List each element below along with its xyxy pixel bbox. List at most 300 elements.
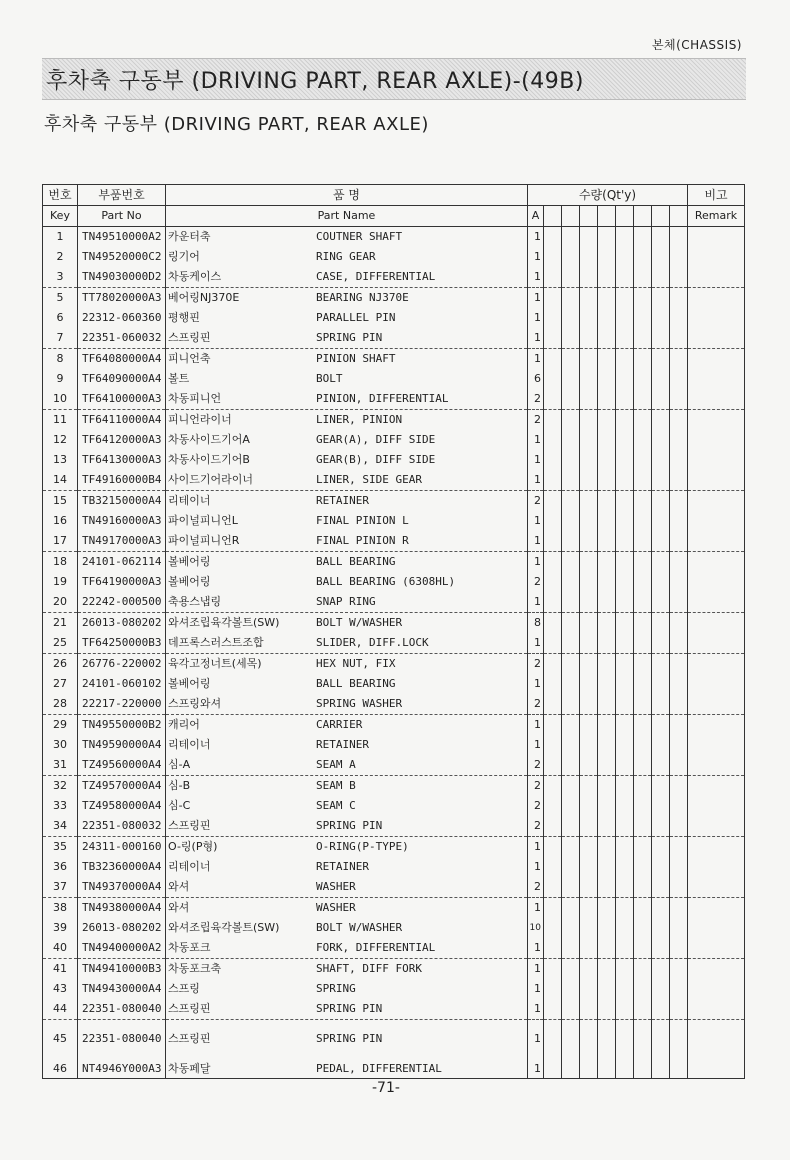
- key-cell: 29: [43, 715, 78, 736]
- part-name-en: SLIDER, DIFF.LOCK: [316, 636, 429, 649]
- qty-empty-cell: [652, 654, 670, 675]
- qty-cell: 2: [528, 654, 544, 675]
- name-cell: [166, 979, 528, 999]
- qty-empty-cell: [598, 349, 616, 370]
- qty-empty-cell: [562, 755, 580, 776]
- name-cell: [166, 349, 528, 370]
- part-no-cell: TZ49570000A4: [78, 776, 166, 797]
- qty-empty-cell: [652, 450, 670, 470]
- qty-empty-cell: [580, 898, 598, 919]
- page-number: -71-: [372, 1080, 400, 1096]
- qty-cell: 1: [528, 837, 544, 858]
- qty-empty-cell: [580, 654, 598, 675]
- qty-empty-cell: [544, 328, 562, 349]
- qty-empty-cell: [580, 227, 598, 248]
- qty-empty-cell: [598, 470, 616, 491]
- qty-cell: 2: [528, 877, 544, 898]
- qty-empty-cell: [598, 410, 616, 431]
- part-no-cell: 22351-060032: [78, 328, 166, 349]
- qty-empty-cell: [670, 735, 688, 755]
- qty-cell: 1: [528, 552, 544, 573]
- qty-empty-cell: [652, 755, 670, 776]
- name-cell: [166, 694, 528, 715]
- parts-table: [42, 184, 745, 1079]
- qty-empty-cell: [598, 288, 616, 309]
- remark-cell: [688, 511, 745, 531]
- part-no-cell: TN49370000A4: [78, 877, 166, 898]
- part-name-en: CASE, DIFFERENTIAL: [316, 270, 436, 283]
- title-banner: [42, 58, 746, 100]
- remark-cell: [688, 776, 745, 797]
- part-name-en: SHAFT, DIFF FORK: [316, 962, 422, 975]
- qty-empty-cell: [544, 857, 562, 877]
- remark-cell: [688, 837, 745, 858]
- qty-empty-cell: [598, 572, 616, 592]
- qty-empty-cell: [616, 572, 634, 592]
- qty-empty-cell: [616, 918, 634, 938]
- key-cell: 9: [43, 369, 78, 389]
- qty-empty-cell: [634, 430, 652, 450]
- table-row: [43, 959, 745, 980]
- qty-empty-cell: [670, 531, 688, 552]
- qty-empty-cell: [544, 694, 562, 715]
- table-row: [43, 837, 745, 858]
- qty-cell: 2: [528, 755, 544, 776]
- table-row: [43, 979, 745, 999]
- qty-empty-cell: [670, 959, 688, 980]
- qty-empty-cell: [652, 999, 670, 1020]
- qty-empty-cell: [616, 857, 634, 877]
- header-qty-a: A: [528, 206, 544, 227]
- qty-empty-cell: [562, 918, 580, 938]
- part-no-cell: 22351-080040: [78, 1020, 166, 1059]
- qty-empty-cell: [616, 328, 634, 349]
- qty-empty-cell: [580, 531, 598, 552]
- qty-empty-cell: [634, 633, 652, 654]
- qty-empty-cell: [616, 450, 634, 470]
- key-cell: 16: [43, 511, 78, 531]
- table-row: [43, 267, 745, 288]
- qty-empty-cell: [598, 328, 616, 349]
- part-name-kr: 베어링NJ370E: [168, 291, 240, 304]
- name-cell: [166, 288, 528, 309]
- header-remark-en: Remark: [688, 206, 745, 227]
- qty-empty-cell: [598, 959, 616, 980]
- qty-empty-cell: [562, 531, 580, 552]
- qty-empty-cell: [598, 227, 616, 248]
- name-cell: [166, 938, 528, 959]
- key-cell: 34: [43, 816, 78, 837]
- key-cell: 2: [43, 247, 78, 267]
- qty-empty-cell: [652, 898, 670, 919]
- qty-empty-cell: [562, 1020, 580, 1059]
- qty-empty-cell: [634, 735, 652, 755]
- qty-empty-cell: [670, 288, 688, 309]
- qty-empty-cell: [562, 898, 580, 919]
- part-name-en: RETAINER: [316, 738, 369, 751]
- qty-empty-cell: [652, 267, 670, 288]
- qty-empty-cell: [580, 552, 598, 573]
- part-name-kr: 볼베어링: [168, 575, 211, 588]
- remark-cell: [688, 755, 745, 776]
- qty-empty-cell: [544, 918, 562, 938]
- header-key-en: Key: [43, 206, 78, 227]
- qty-cell: 1: [528, 227, 544, 248]
- part-name-en: GEAR(A), DIFF SIDE: [316, 433, 436, 446]
- part-no-cell: TT78020000A3: [78, 288, 166, 309]
- qty-empty-cell: [616, 776, 634, 797]
- table-row: [43, 572, 745, 592]
- qty-cell: 1: [528, 592, 544, 613]
- table-row: [43, 470, 745, 491]
- qty-empty-cell: [652, 979, 670, 999]
- qty-empty-cell: [652, 349, 670, 370]
- part-no-cell: TF64120000A3: [78, 430, 166, 450]
- qty-empty-cell: [580, 592, 598, 613]
- qty-empty-cell: [670, 1058, 688, 1079]
- table-row: [43, 552, 745, 573]
- qty-empty-cell: [616, 613, 634, 634]
- name-cell: [166, 735, 528, 755]
- qty-empty-cell: [598, 755, 616, 776]
- part-no-cell: 22217-220000: [78, 694, 166, 715]
- part-name-kr: 축용스냅링: [168, 595, 222, 608]
- qty-empty-cell: [634, 511, 652, 531]
- part-name-kr: 리테이너: [168, 860, 211, 873]
- qty-empty-cell: [652, 247, 670, 267]
- part-no-cell: TN49400000A2: [78, 938, 166, 959]
- qty-empty-cell: [580, 837, 598, 858]
- key-cell: 26: [43, 654, 78, 675]
- qty-cell: 1: [528, 328, 544, 349]
- part-no-cell: TN49510000A2: [78, 227, 166, 248]
- qty-empty-cell: [616, 389, 634, 410]
- qty-cell: 1: [528, 857, 544, 877]
- qty-empty-cell: [616, 877, 634, 898]
- qty-empty-cell: [580, 796, 598, 816]
- part-name-en: COUTNER SHAFT: [316, 230, 403, 243]
- table-row: [43, 491, 745, 512]
- key-cell: 38: [43, 898, 78, 919]
- qty-empty-cell: [670, 857, 688, 877]
- qty-empty-cell: [652, 776, 670, 797]
- remark-cell: [688, 328, 745, 349]
- qty-empty-cell: [544, 877, 562, 898]
- qty-empty-cell: [580, 470, 598, 491]
- name-cell: [166, 654, 528, 675]
- qty-empty-cell: [580, 511, 598, 531]
- remark-cell: [688, 959, 745, 980]
- table-row: [43, 450, 745, 470]
- qty-cell: 1: [528, 633, 544, 654]
- qty-empty-cell: [670, 572, 688, 592]
- qty-empty-cell: [580, 633, 598, 654]
- remark-cell: [688, 1058, 745, 1079]
- name-cell: [166, 247, 528, 267]
- qty-empty-cell: [634, 857, 652, 877]
- name-cell: [166, 898, 528, 919]
- name-cell: [166, 328, 528, 349]
- remark-cell: [688, 654, 745, 675]
- qty-empty-cell: [580, 674, 598, 694]
- qty-empty-cell: [634, 877, 652, 898]
- name-cell: [166, 369, 528, 389]
- qty-empty-cell: [652, 288, 670, 309]
- qty-empty-cell: [616, 247, 634, 267]
- qty-empty-cell: [544, 450, 562, 470]
- name-cell: [166, 837, 528, 858]
- name-cell: [166, 999, 528, 1020]
- qty-empty-cell: [670, 592, 688, 613]
- qty-empty-cell: [616, 1020, 634, 1059]
- key-cell: 36: [43, 857, 78, 877]
- qty-cell: 2: [528, 410, 544, 431]
- part-name-en: BOLT W/WASHER: [316, 616, 403, 629]
- qty-empty-cell: [562, 267, 580, 288]
- remark-cell: [688, 491, 745, 512]
- remark-cell: [688, 979, 745, 999]
- qty-empty-cell: [580, 430, 598, 450]
- table-row: [43, 654, 745, 675]
- qty-empty-cell: [670, 918, 688, 938]
- qty-empty-cell: [598, 369, 616, 389]
- qty-empty-cell: [580, 1058, 598, 1079]
- qty-cell: 1: [528, 959, 544, 980]
- part-name-en: SPRING PIN: [316, 819, 383, 832]
- name-cell: [166, 755, 528, 776]
- qty-empty-cell: [634, 267, 652, 288]
- qty-empty-cell: [562, 491, 580, 512]
- qty-empty-cell: [634, 328, 652, 349]
- part-no-cell: 24311-000160: [78, 837, 166, 858]
- qty-empty-cell: [670, 715, 688, 736]
- qty-empty-cell: [580, 369, 598, 389]
- key-cell: 35: [43, 837, 78, 858]
- qty-empty-cell: [598, 979, 616, 999]
- table-row: [43, 694, 745, 715]
- qty-empty-cell: [562, 877, 580, 898]
- remark-cell: [688, 308, 745, 328]
- table-row: [43, 898, 745, 919]
- remark-cell: [688, 633, 745, 654]
- table-row: [43, 755, 745, 776]
- qty-empty-cell: [634, 552, 652, 573]
- qty-empty-cell: [652, 837, 670, 858]
- qty-cell: 1: [528, 450, 544, 470]
- qty-empty-cell: [652, 633, 670, 654]
- key-cell: 17: [43, 531, 78, 552]
- part-no-cell: 24101-062114: [78, 552, 166, 573]
- qty-empty-cell: [562, 328, 580, 349]
- table-row: [43, 918, 745, 938]
- qty-empty-cell: [562, 715, 580, 736]
- qty-empty-cell: [670, 979, 688, 999]
- qty-empty-cell: [562, 857, 580, 877]
- qty-empty-cell: [544, 491, 562, 512]
- qty-empty-cell: [544, 898, 562, 919]
- qty-empty-cell: [634, 654, 652, 675]
- qty-empty-cell: [616, 470, 634, 491]
- qty-empty-cell: [670, 369, 688, 389]
- name-cell: [166, 389, 528, 410]
- qty-empty-cell: [634, 938, 652, 959]
- table-row: [43, 613, 745, 634]
- name-cell: [166, 491, 528, 512]
- qty-empty-cell: [562, 288, 580, 309]
- qty-cell: 1: [528, 470, 544, 491]
- qty-cell: 2: [528, 816, 544, 837]
- part-name-kr: 차동사이드기어A: [168, 433, 250, 446]
- qty-empty-cell: [652, 369, 670, 389]
- part-name-en: HEX NUT, FIX: [316, 657, 396, 670]
- qty-cell: 2: [528, 776, 544, 797]
- name-cell: [166, 959, 528, 980]
- part-name-en: SEAM C: [316, 799, 356, 812]
- part-no-cell: TF64100000A3: [78, 389, 166, 410]
- remark-cell: [688, 470, 745, 491]
- qty-empty-cell: [670, 328, 688, 349]
- key-cell: 14: [43, 470, 78, 491]
- qty-empty-cell: [634, 288, 652, 309]
- qty-empty-cell: [544, 430, 562, 450]
- remark-cell: [688, 857, 745, 877]
- part-no-cell: TN49410000B3: [78, 959, 166, 980]
- qty-cell: 1: [528, 938, 544, 959]
- name-cell: [166, 633, 528, 654]
- part-no-cell: TF64090000A4: [78, 369, 166, 389]
- part-name-kr: 캐리어: [168, 718, 200, 731]
- name-cell: [166, 674, 528, 694]
- remark-cell: [688, 450, 745, 470]
- key-cell: 27: [43, 674, 78, 694]
- qty-empty-cell: [670, 247, 688, 267]
- part-name-kr: 데프록스러스트조합: [168, 636, 264, 649]
- qty-empty-cell: [652, 674, 670, 694]
- qty-empty-cell: [670, 613, 688, 634]
- part-name-en: PEDAL, DIFFERENTIAL: [316, 1062, 442, 1075]
- qty-empty-cell: [562, 735, 580, 755]
- header-key-kr: 번호: [43, 185, 78, 206]
- qty-empty-cell: [652, 1058, 670, 1079]
- qty-empty-cell: [562, 959, 580, 980]
- name-cell: [166, 552, 528, 573]
- part-name-en: SPRING: [316, 982, 356, 995]
- part-name-kr: 차동포크: [168, 941, 211, 954]
- qty-empty-cell: [616, 1058, 634, 1079]
- part-no-cell: 22351-080032: [78, 816, 166, 837]
- qty-empty-cell: [616, 491, 634, 512]
- qty-empty-cell: [670, 633, 688, 654]
- section-label: 본체(CHASSIS): [651, 38, 742, 52]
- qty-empty-cell: [580, 247, 598, 267]
- qty-cell: 1: [528, 735, 544, 755]
- table-row: [43, 877, 745, 898]
- part-name-kr: 스프링핀: [168, 331, 211, 344]
- name-cell: [166, 267, 528, 288]
- key-cell: 5: [43, 288, 78, 309]
- table-row: [43, 999, 745, 1020]
- qty-cell: 1: [528, 1020, 544, 1059]
- qty-empty-cell: [544, 938, 562, 959]
- qty-empty-cell: [580, 694, 598, 715]
- part-no-cell: TN49520000C2: [78, 247, 166, 267]
- part-no-cell: 22312-060360: [78, 308, 166, 328]
- qty-cell: 2: [528, 491, 544, 512]
- part-no-cell: TF64190000A3: [78, 572, 166, 592]
- banner-title: 후차축 구동부 (DRIVING PART, REAR AXLE)-(49B): [46, 69, 584, 94]
- name-cell: [166, 308, 528, 328]
- key-cell: 41: [43, 959, 78, 980]
- page-subtitle: 후차축 구동부 (DRIVING PART, REAR AXLE): [44, 114, 429, 135]
- qty-empty-cell: [652, 572, 670, 592]
- qty-empty-cell: [580, 857, 598, 877]
- qty-cell: 1: [528, 267, 544, 288]
- qty-empty-cell: [598, 450, 616, 470]
- part-name-kr: 리테이너: [168, 494, 211, 507]
- qty-empty-cell: [652, 430, 670, 450]
- qty-empty-cell: [616, 531, 634, 552]
- key-cell: 25: [43, 633, 78, 654]
- remark-cell: [688, 877, 745, 898]
- qty-cell: 1: [528, 979, 544, 999]
- name-cell: [166, 715, 528, 736]
- qty-empty-cell: [580, 308, 598, 328]
- qty-empty-cell: [616, 511, 634, 531]
- part-name-en: PINION SHAFT: [316, 352, 396, 365]
- part-name-kr: 스프링핀: [168, 819, 211, 832]
- part-name-en: SEAM B: [316, 779, 356, 792]
- key-cell: 21: [43, 613, 78, 634]
- part-name-en: WASHER: [316, 901, 356, 914]
- table-row: [43, 796, 745, 816]
- qty-empty-cell: [670, 552, 688, 573]
- qty-empty-cell: [598, 898, 616, 919]
- part-name-kr: 차동케이스: [168, 270, 222, 283]
- name-cell: [166, 531, 528, 552]
- qty-empty-cell: [562, 450, 580, 470]
- part-name-kr: 스프링: [168, 982, 200, 995]
- qty-empty-cell: [544, 735, 562, 755]
- qty-empty-cell: [580, 877, 598, 898]
- part-name-en: RETAINER: [316, 860, 369, 873]
- part-name-kr: O-링(P형): [168, 840, 218, 853]
- qty-cell: 1: [528, 288, 544, 309]
- qty-empty-cell: [544, 267, 562, 288]
- part-no-cell: TF64110000A4: [78, 410, 166, 431]
- qty-empty-cell: [598, 654, 616, 675]
- qty-empty-cell: [562, 552, 580, 573]
- name-cell: [166, 511, 528, 531]
- qty-empty-cell: [670, 938, 688, 959]
- qty-empty-cell: [598, 796, 616, 816]
- qty-empty-cell: [544, 592, 562, 613]
- qty-empty-cell: [580, 776, 598, 797]
- qty-empty-cell: [616, 552, 634, 573]
- qty-empty-cell: [634, 1020, 652, 1059]
- qty-empty-cell: [598, 694, 616, 715]
- header-qty-kr: 수량(Qt'y): [528, 185, 688, 206]
- part-name-en: PARALLEL PIN: [316, 311, 396, 324]
- qty-empty-cell: [544, 1020, 562, 1059]
- qty-empty-cell: [562, 694, 580, 715]
- part-name-en: WASHER: [316, 880, 356, 893]
- qty-empty-cell: [634, 959, 652, 980]
- qty-empty-cell: [652, 857, 670, 877]
- part-name-kr: 볼베어링: [168, 555, 211, 568]
- qty-empty-cell: [562, 796, 580, 816]
- qty-cell: 1: [528, 247, 544, 267]
- remark-cell: [688, 613, 745, 634]
